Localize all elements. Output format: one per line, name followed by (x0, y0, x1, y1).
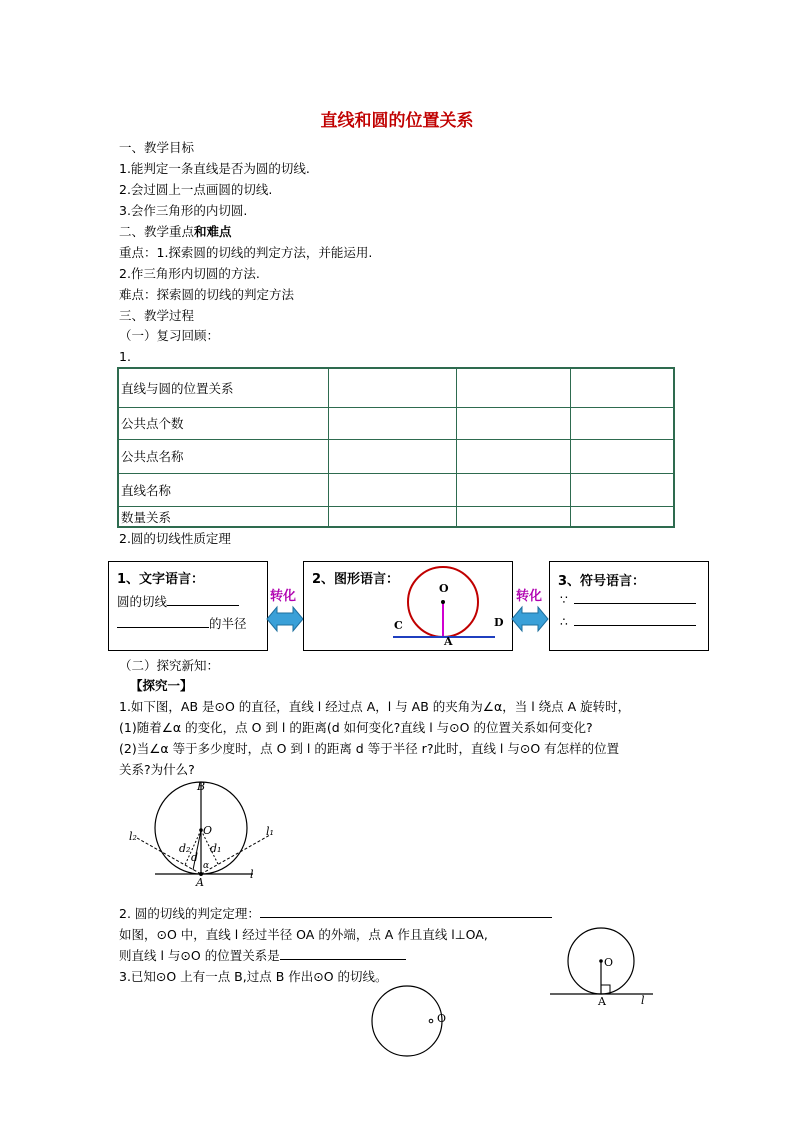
relation-blank[interactable] (280, 959, 406, 960)
box3-therefore-line (560, 614, 696, 629)
box1-line2 (117, 614, 247, 632)
section2-heading (119, 221, 232, 242)
table-row (118, 506, 674, 527)
review-table (117, 367, 675, 528)
fig1-label-l1: l₁ (266, 825, 274, 838)
fig1-label-A: A (196, 876, 204, 889)
fig1-label-alpha: α (203, 861, 210, 871)
table-cell: 直线名称 (118, 473, 328, 506)
goal-item-1: 1.能判定一条直线是否为圆的切线. (119, 161, 310, 176)
question-2-result (119, 945, 406, 966)
section3-heading: 三、教学过程 (119, 308, 195, 323)
fig1-label-d1: d₁ (210, 842, 222, 855)
table-row (118, 407, 674, 439)
table-row (118, 368, 674, 407)
fig-label-D: D (494, 616, 504, 629)
key-point-2: 2.作三角形内切圆的方法. (119, 266, 260, 281)
fig-label-A: A (444, 635, 453, 648)
convert-label-2: 转化 (516, 589, 543, 604)
center-dot (441, 600, 445, 604)
key-point-1: 重点：1.探索圆的切线的判定方法，并能运用. (119, 245, 373, 260)
box1-blank-2[interactable] (117, 627, 209, 628)
question-1a: (1)随着∠α 的变化，点 O 到 l 的距离(d 如何变化?直线 l 与⊙O 的位置关系如何变化? (119, 720, 593, 735)
fig1-label-B: B (197, 780, 206, 793)
section1-heading: 一、教学目标 (119, 140, 195, 155)
section2-heading-bold: 和难点 (194, 224, 232, 239)
box1-line2-suffix: 的半径 (209, 616, 247, 631)
question-2-text: 2. 圆的切线的判定定理： (119, 906, 260, 921)
fig-label-O: O (439, 582, 449, 595)
fig2-label-A: A (598, 995, 606, 1008)
goal-item-3: 3.会作三角形的内切圆. (119, 203, 248, 218)
question-1c: 关系?为什么? (119, 762, 195, 777)
explore-subheading: 【探究一】 (130, 678, 193, 693)
fig2-label-O: O (604, 956, 614, 969)
question-3: 3.已知⊙O 上有一点 B,过点 B 作出⊙O 的切线。 (119, 969, 388, 984)
box3-because-line (560, 592, 696, 607)
table-cell: 公共点名称 (118, 439, 328, 473)
box1-line1-text: 圆的切线 (117, 594, 168, 609)
question-1: 1.如下图，AB 是⊙O 的直径，直线 l 经过点 A，l 与 AB 的夹角为∠α，当 l 绕点 A 旋转时， (119, 699, 631, 714)
therefore-symbol: ∴ (560, 614, 568, 629)
box1-blank-1[interactable] (167, 605, 239, 606)
box3-blank-1[interactable] (574, 603, 696, 604)
difficulty: 难点：探索圆的切线的判定方法 (119, 287, 295, 302)
box2-title: 2、图形语言： (312, 572, 400, 587)
question-2-example: 如图，⊙O 中，直线 l 经过半径 OA 的外端，点 A 作且直线 l⊥OA, (119, 927, 488, 942)
box1-line1 (117, 592, 239, 610)
fig1-label-d2: d₂ (179, 842, 191, 855)
box1-title: 1、文字语言： (117, 572, 205, 587)
table-cell: 数量关系 (118, 506, 328, 527)
question-2-result-text: 则直线 l 与⊙O 的位置关系是 (119, 948, 280, 963)
table-row (118, 439, 674, 473)
review-heading: （一）复习回顾： (119, 328, 220, 343)
fig2-label-l: l (641, 994, 645, 1007)
theorem-blank[interactable] (260, 917, 552, 918)
double-arrow-icon-1 (266, 604, 304, 634)
fig1-label-d: d (191, 851, 199, 864)
graph-language-box (303, 561, 513, 651)
fig1-label-O: O (203, 824, 213, 837)
section2-heading-pre: 二、教学重点 (119, 224, 195, 239)
explore-heading: （二）探究新知： (119, 658, 220, 673)
question-1b: (2)当∠α 等于多少度时，点 O 到 l 的距离 d 等于半径 r?此时，直线 l 与⊙O 有怎样的位置 (119, 741, 620, 756)
page-title: 直线和圆的位置关系 (320, 111, 474, 131)
item1-label: 1. (119, 349, 131, 364)
table-cell: 公共点个数 (118, 407, 328, 439)
double-arrow-icon-2 (511, 604, 549, 634)
fig1-label-l: l (250, 868, 254, 881)
fig3-label-O: O (437, 1012, 447, 1025)
table-cell: 直线与圆的位置关系 (118, 368, 328, 407)
table-row (118, 473, 674, 506)
convert-label-1: 转化 (270, 589, 297, 604)
item2-label: 2.圆的切线性质定理 (119, 531, 231, 546)
symbol-language-box (549, 561, 709, 651)
text-language-box (108, 561, 268, 651)
because-symbol: ∵ (560, 592, 568, 607)
goal-item-2: 2.会过圆上一点画圆的切线. (119, 182, 273, 197)
box3-blank-2[interactable] (574, 625, 696, 626)
question-2 (119, 903, 552, 924)
box3-title: 3、符号语言： (558, 574, 646, 589)
circle-figure-3 (368, 983, 448, 1063)
fig-label-C: C (394, 619, 403, 632)
fig1-label-l2: l₂ (129, 830, 137, 843)
